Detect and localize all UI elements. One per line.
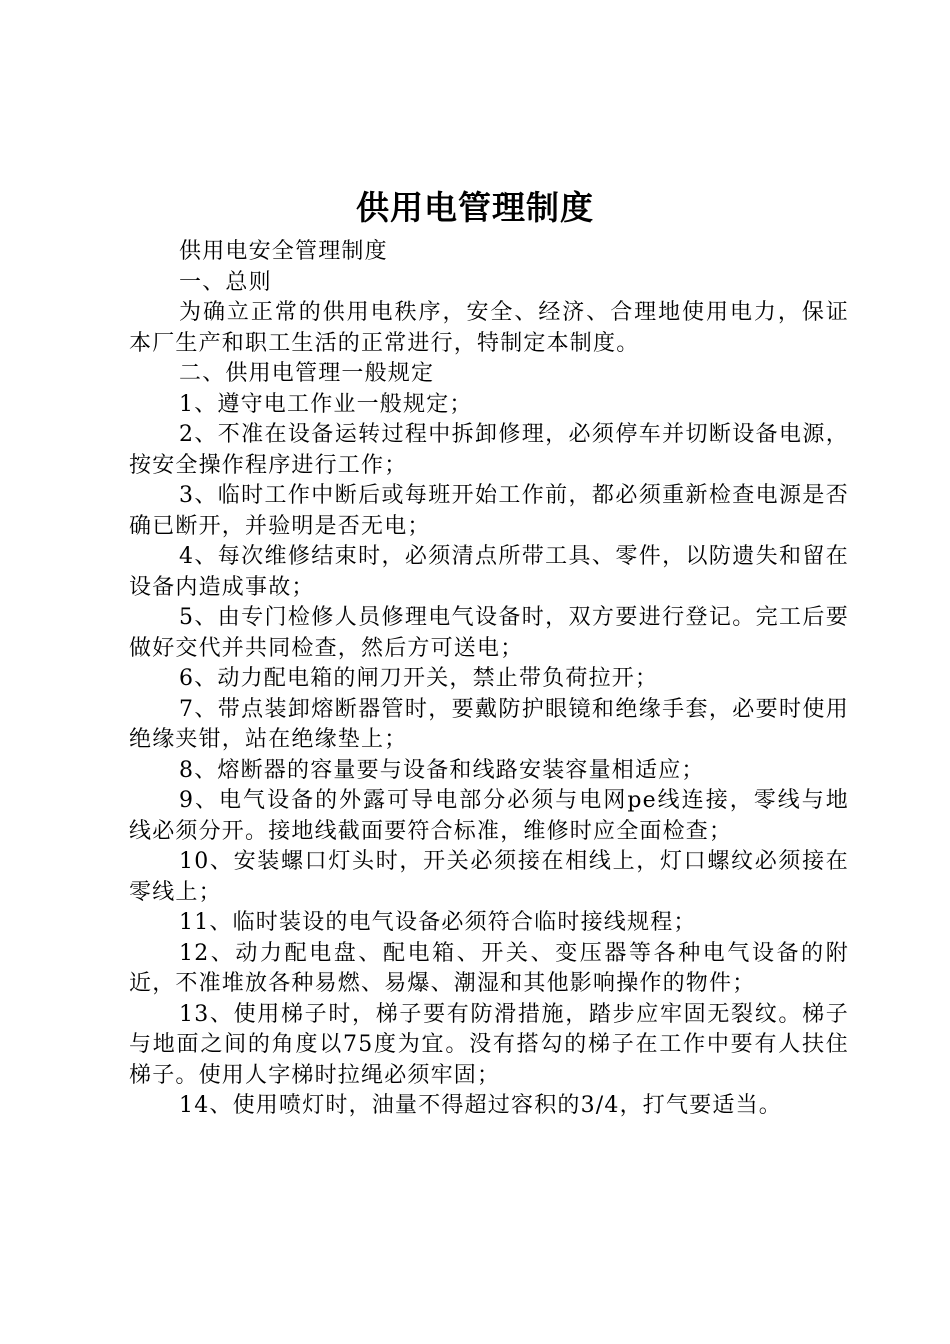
paragraph-rule-4: 4、每次维修结束时，必须清点所带工具、零件，以防遗失和留在设备内造成事故； xyxy=(129,544,849,600)
paragraph-subtitle: 供用电安全管理制度 xyxy=(179,239,388,264)
paragraph-rule-6: 6、动力配电箱的闸刀开关，禁止带负荷拉开； xyxy=(179,666,659,691)
paragraph-rule-13: 13、使用梯子时，梯子要有防滑措施，踏步应牢固无裂纹。梯子与地面之间的角度以75度为宜。没有搭勾的梯子在工作中要有人扶住梯子。使用人字梯时拉绳必须牢固； xyxy=(129,1001,849,1088)
paragraph-rule-7: 7、带点装卸熔断器管时，要戴防护眼镜和绝缘手套，必要时使用绝缘夹钳，站在绝缘垫上； xyxy=(129,696,849,752)
paragraph-rule-2: 2、不准在设备运转过程中拆卸修理，必须停车并切断设备电源，按安全操作程序进行工作； xyxy=(129,422,849,478)
paragraph-rule-10: 10、安装螺口灯头时，开关必须接在相线上，灯口螺纹必须接在零线上； xyxy=(129,849,849,905)
paragraph-rule-14: 14、使用喷灯时，油量不得超过容积的3/4，打气要适当。 xyxy=(179,1093,783,1118)
paragraph-rule-11: 11、临时装设的电气设备必须符合临时接线规程； xyxy=(179,910,697,935)
document-body xyxy=(129,237,849,1122)
paragraph-rule-9: 9、电气设备的外露可导电部分必须与电网pe线连接，零线与地线必须分开。接地线截面要符合标准，维修时应全面检查； xyxy=(129,788,849,844)
paragraph-purpose: 为确立正常的供用电秩序，安全、经济、合理地使用电力，保证本厂生产和职工生活的正常进行，特制定本制度。 xyxy=(129,300,849,356)
paragraph-rule-12: 12、动力配电盘、配电箱、开关、变压器等各种电气设备的附近，不准堆放各种易燃、易爆、潮湿和其他影响操作的物件； xyxy=(129,940,849,996)
document-title: 供用电管理制度 xyxy=(356,188,594,227)
paragraph-rule-3: 3、临时工作中断后或每班开始工作前，都必须重新检查电源是否确已断开，并验明是否无电； xyxy=(129,483,849,539)
paragraph-rule-1: 1、遵守电工作业一般规定； xyxy=(179,391,473,417)
paragraph-rule-8: 8、熔断器的容量要与设备和线路安装容量相适应； xyxy=(179,757,705,783)
paragraph-section-2-heading: 二、供用电管理一般规定 xyxy=(179,361,435,386)
paragraph-rule-5: 5、由专门检修人员修理电气设备时，双方要进行登记。完工后要做好交代并共同检查，然后方可送电； xyxy=(129,605,849,661)
paragraph-section-1-heading: 一、总则 xyxy=(179,269,272,295)
